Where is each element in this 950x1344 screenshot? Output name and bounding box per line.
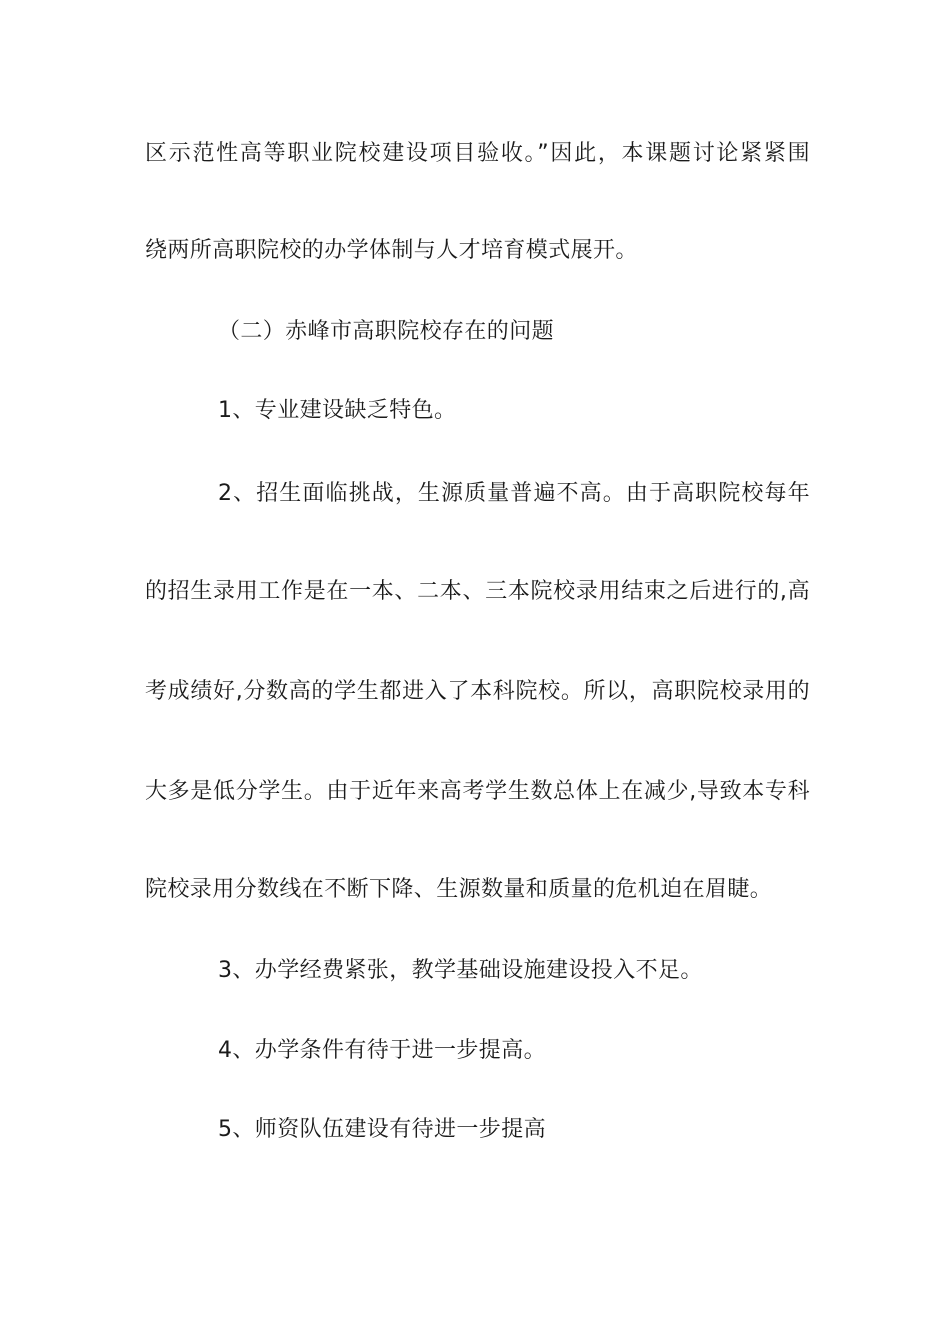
- text-line-3: 的招生录用工作是在一本、二本、三本院校录用结束之后进行的,高: [145, 579, 810, 604]
- text-line-6: 院校录用分数线在不断下降、生源数量和质量的危机迫在眉睫。: [145, 877, 773, 902]
- list-item-1: 1、专业建设缺乏特色。: [218, 398, 457, 423]
- text-line-5: 大多是低分学生。由于近年来高考学生数总体上在减少,导致本专科: [145, 779, 810, 804]
- text-line-4: 考成绩好,分数高的学生都进入了本科院校。所以，高职院校录用的: [145, 679, 810, 704]
- list-item-3: 3、办学经费紧张，教学基础设施建设投入不足。: [218, 958, 703, 983]
- list-item-4: 4、办学条件有待于进一步提高。: [218, 1038, 546, 1063]
- section-heading: （二）赤峰市高职院校存在的问题: [218, 319, 555, 344]
- list-item-5: 5、师资队伍建设有待进一步提高: [218, 1117, 546, 1142]
- text-line-2: 绕两所高职院校的办学体制与人才培育模式展开。: [145, 238, 638, 263]
- list-item-2: 2、招生面临挑战，生源质量普遍不高。由于高职院校每年: [218, 481, 810, 506]
- text-line-1: 区示范性高等职业院校建设项目验收。”因此，本课题讨论紧紧围: [145, 141, 810, 166]
